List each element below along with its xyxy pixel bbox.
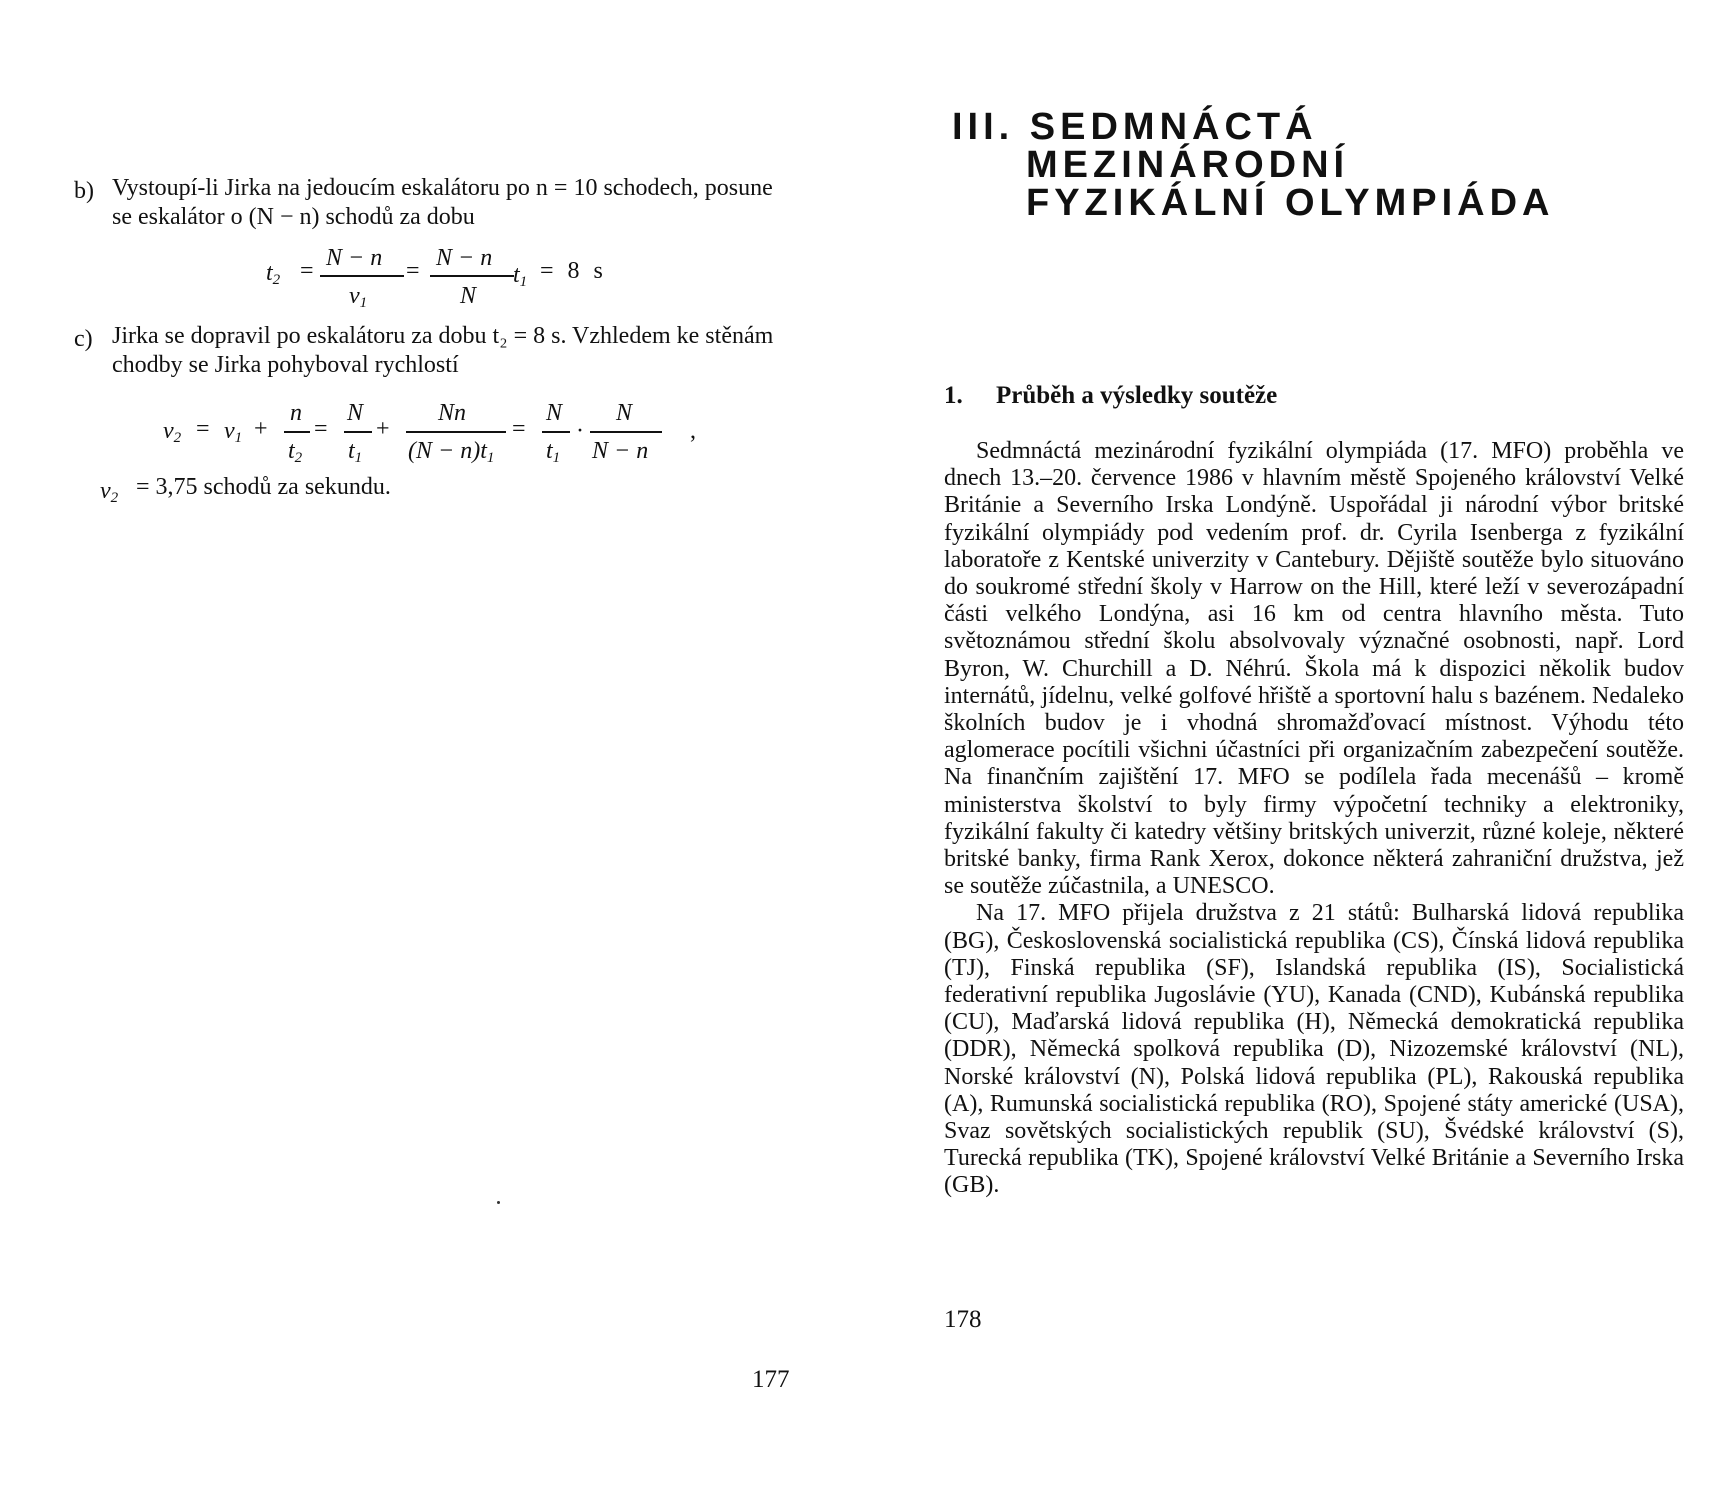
eq2-frac1-numerator: n	[290, 400, 302, 426]
eq2-frac3-numerator: Nn	[438, 400, 467, 426]
item-b-label: b)	[74, 178, 94, 204]
eq1-lhs: $t_2$	[266, 260, 281, 288]
eq1-frac1-numerator: N − n	[326, 245, 383, 271]
section-title: Průběh a výsledky soutěže	[996, 382, 1278, 409]
page-number-left: 177	[752, 1366, 790, 1393]
chapter-title-line-3: FYZIKÁLNÍ OLYMPIÁDA	[1026, 182, 1555, 224]
eq2-frac5-denominator: N − n	[592, 438, 649, 464]
eq2-frac2-bar	[344, 431, 372, 433]
eq2-comma: ,	[690, 418, 696, 444]
eq2-plus-2: +	[376, 416, 390, 442]
item-c-text: Jirka se dopravil po eskalátoru za dobu t₂ = 8 s. Vzhledem ke stěnám chodby se Jirka pohyboval rychlostí	[112, 323, 774, 378]
eq1-t1: $t_1$	[513, 262, 528, 290]
right-page	[860, 0, 1718, 1500]
eq1-frac2-numerator: N − n	[436, 245, 493, 271]
eq3-rest: = 3,75 schodů za sekundu.	[136, 474, 391, 500]
paragraph-2: Na 17. MFO přijela družstva z 21 států: Bulharská lidová republika (BG), Československá socialistická republika (CS), Čínská lidová republika (TJ), Finská republika (SF), Islandská republika (IS), Socialistická federativní republika Jugoslávie (YU), Kanada (CND), Kubánská republika (CU), Maďarská lidová republika (H), Německá demokratická republika (DDR), Německá spolková republika (D), Nizozemské království (NL), Norské království (N), Polská lidová republika (PL), Rakouská republika (A), Rumunská socialistická republika (RO), Spojené státy americké (USA), Svaz sovětských socialistických republik (SU), Švédské království (S), Turecká republika (TK), Spojené království Velké Británie a Severního Irska (GB).	[944, 900, 1684, 1199]
eq3-lhs: $v_2$	[100, 478, 119, 506]
section-heading	[944, 382, 1277, 410]
page-number-right: 178	[944, 1306, 982, 1333]
eq2-v1: $v_1$	[224, 418, 243, 446]
eq2-frac1-denominator: $t_2$	[288, 438, 303, 466]
chapter-title	[952, 108, 1555, 222]
eq2-equals-b: =	[314, 416, 328, 442]
eq2-equals-a: =	[196, 416, 210, 442]
eq2-frac3-denominator: $(N - n)t_1$	[408, 438, 495, 466]
eq1-result: = 8 s	[540, 258, 603, 284]
eq2-frac3-bar	[406, 431, 506, 433]
item-b-text: Vystoupí-li Jirka na jedoucím eskalátoru po n = 10 schodech, posune se eskalátor o (N − n) schodů za dobu	[112, 175, 773, 230]
eq2-frac4-bar	[542, 431, 570, 433]
eq1-frac1-bar	[320, 275, 404, 277]
eq2-frac2-denominator: $t_1$	[348, 438, 363, 466]
eq1-frac2-denominator: N	[460, 283, 477, 309]
eq2-frac4-denominator: $t_1$	[546, 438, 561, 466]
section-number: 1.	[944, 382, 963, 409]
paragraph-1: Sedmnáctá mezinárodní fyzikální olympiáda (17. MFO) proběhla ve dnech 13.–20. července 1986 v hlavním městě Spojeného království Velké Británie a Severního Irska Londýně. Uspořádal ji národní výbor britské fyzikální olympiády pod vedením prof. dr. Cyrila Isenberga z fyzikální laboratoře z Kentské univerzity v Cantebury. Dějiště soutěže bylo situováno do soukromé střední školy v Harrow on the Hill, které leží v severozápadní části velkého Londýna, asi 16 km od centra hlavního města. Tuto světoznámou střední školu absolvovaly význačné osobnosti, např. Lord Byron, W. Churchill a D. Néhrú. Škola má k dispozici několik budov internátů, jídelnu, velké golfové hřiště a sportovní halu s bazénem. Nedaleko školních budov je i vhodná shromažďovací místnost. Výhodu této aglomerace pocítili všichni účastníci při organizačním zabezpečení soutěže. Na finančním zajištění 17. MFO se podílela řada mecenášů – kromě ministerstva školství to byly firmy výpočetní techniky a elektroniky, fyzikální fakulty či katedry většiny britských univerzit, různé koleje, některé britské banky, firma Rank Xerox, dokonce některá zahraniční družstva, jež se soutěže zúčastnila, a UNESCO.	[944, 438, 1684, 900]
eq2-dot: ·	[576, 418, 584, 444]
eq1-equals: =	[300, 258, 314, 284]
eq1-frac2-bar	[430, 275, 514, 277]
eq2-frac1-bar	[284, 431, 310, 433]
item-c-label: c)	[74, 326, 93, 352]
eq2-equals-c: =	[512, 416, 526, 442]
eq2-frac5-numerator: N	[616, 400, 633, 426]
print-speck	[497, 1201, 500, 1204]
eq2-frac2-numerator: N	[347, 400, 364, 426]
eq2-lhs: $v_2$	[163, 418, 182, 446]
eq2-frac5-bar	[590, 431, 662, 433]
body-text	[944, 438, 1684, 1200]
eq2-frac4-numerator: N	[546, 400, 563, 426]
eq1-frac1-denominator: $v_1$	[349, 283, 368, 311]
chapter-title-line-2: MEZINÁRODNÍ	[1026, 144, 1350, 186]
eq2-plus-1: +	[254, 416, 268, 442]
eq1-equals-2: =	[406, 258, 420, 284]
chapter-title-line-1: III. SEDMNÁCTÁ	[952, 106, 1318, 148]
